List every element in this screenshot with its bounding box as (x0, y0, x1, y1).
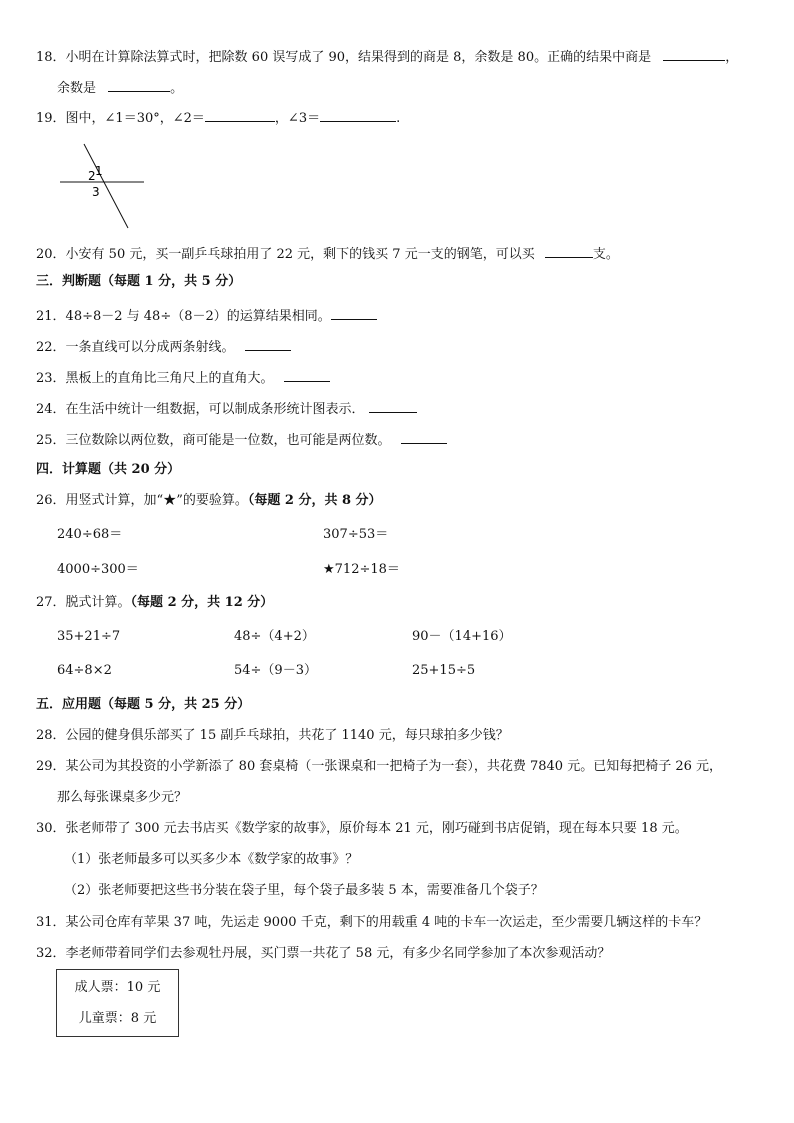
question-25 (36, 429, 447, 450)
calc-item: 25+15÷5 (412, 663, 476, 678)
adult-ticket-price: 成人票：10 元 (74, 980, 161, 995)
answer-blank[interactable] (284, 367, 330, 382)
section-3-title: 三．判断题 (36, 274, 102, 289)
angle-label-1: 1 (95, 164, 103, 178)
question-32: 32．李老师带着同学们去参观牡丹展，买门票一共花了 58 元，有多少名同学参加了本次参观活动？ (36, 946, 611, 961)
answer-blank[interactable] (331, 305, 377, 320)
answer-blank[interactable] (401, 429, 447, 444)
section-4-title: 四．计算题 (36, 462, 102, 477)
question-18-line2-end: 。 (170, 81, 184, 96)
question-27-note: （每题 2 分，共 12 分） (130, 595, 274, 610)
question-20-text: 20．小安有 50 元，买一副乒乓球拍用了 22 元，剩下的钱买 7 元一支的钢笔，可以买 (36, 247, 535, 262)
section-5-heading (36, 696, 250, 714)
calc-item: 90－（14+16） (412, 629, 512, 644)
question-21 (36, 305, 377, 326)
question-26-note: （每题 2 分，共 8 分） (247, 493, 382, 508)
calc-item: 307÷53＝ (323, 527, 389, 542)
answer-blank[interactable] (545, 243, 593, 258)
calc-item: ★712÷18＝ (323, 562, 400, 577)
question-29-line1: 29．某公司为其投资的小学新添了 80 套桌椅（一张课桌和一把椅子为一套），共花费 7840 元。已知每把椅子 26 元， (36, 759, 723, 774)
question-19-mid: ，∠3＝ (274, 111, 321, 126)
question-23 (36, 367, 330, 388)
question-31: 31．某公司仓库有苹果 37 吨，先运走 9000 千克，剩下的用载重 4 吨的卡车一次运走，至少需要几辆这样的卡车？ (36, 915, 708, 930)
question-30-sub1: （1）张老师最多可以买多少本《数学家的故事》？ (64, 852, 359, 867)
calc-item: 4000÷300＝ (57, 562, 139, 577)
question-30-sub2: （2）张老师要把这些书分装在袋子里，每个袋子最多装 5 本，需要准备几个袋子？ (64, 883, 544, 898)
question-18 (36, 46, 738, 67)
question-26 (36, 492, 382, 510)
question-18-line2-text: 余数是 (57, 81, 97, 96)
question-22 (36, 336, 291, 357)
section-3-note: （每题 1 分，共 5 分） (101, 274, 242, 289)
question-22-text: 22．一条直线可以分成两条射线。 (36, 340, 235, 355)
question-23-text: 23．黑板上的直角比三角尺上的直角大。 (36, 371, 274, 386)
calc-item: 48÷（4+2） (234, 629, 315, 644)
child-ticket-price: 儿童票：8 元 (78, 1011, 157, 1026)
question-27 (36, 594, 273, 612)
oblique-line (84, 144, 128, 228)
section-5-note: （每题 5 分，共 25 分） (101, 697, 251, 712)
angle-figure (50, 136, 160, 236)
angle-label-3: 3 (92, 185, 100, 199)
question-26-text: 26．用竖式计算，加“★”的要验算。 (36, 493, 248, 508)
answer-blank[interactable] (205, 107, 275, 122)
answer-blank[interactable] (108, 77, 170, 92)
section-4-heading (36, 461, 180, 479)
calc-item: 54÷（9－3） (234, 663, 317, 678)
answer-blank[interactable] (245, 336, 291, 351)
question-27-text: 27．脱式计算。 (36, 595, 131, 610)
question-18-line2 (57, 77, 183, 98)
question-20-end: 支。 (592, 247, 619, 262)
ticket-price-box (56, 969, 179, 1037)
section-3-heading (36, 273, 241, 291)
question-19-end: . (396, 111, 401, 126)
calc-item: 240÷68＝ (57, 527, 123, 542)
angle-label-2: 2 (88, 169, 96, 183)
answer-blank[interactable] (369, 398, 417, 413)
question-28: 28．公园的健身俱乐部买了 15 副乒乓球拍，共花了 1140 元，每只球拍多少钱？ (36, 728, 509, 743)
question-19 (36, 107, 400, 128)
question-24 (36, 398, 417, 419)
question-29-line2: 那么每张课桌多少元？ (57, 790, 188, 805)
question-24-text: 24．在生活中统计一组数据，可以制成条形统计图表示． (36, 402, 365, 417)
section-4-note: （共 20 分） (101, 462, 181, 477)
question-25-text: 25．三位数除以两位数，商可能是一位数，也可能是两位数。 (36, 433, 391, 448)
question-20 (36, 243, 619, 264)
question-18-text: 18．小明在计算除法算式时，把除数 60 误写成了 90，结果得到的商是 8，余数是 80。正确的结果中商是 (36, 50, 652, 65)
answer-blank[interactable] (320, 107, 396, 122)
question-19-prefix: 19．图中，∠1＝30°，∠2＝ (36, 111, 205, 126)
question-21-text: 21．48÷8－2 与 48÷（8－2）的运算结果相同。 (36, 309, 331, 324)
question-18-end: ， (725, 50, 739, 65)
answer-blank[interactable] (663, 46, 725, 61)
section-5-title: 五．应用题 (36, 697, 102, 712)
calc-item: 64÷8×2 (57, 663, 112, 678)
calc-item: 35+21÷7 (57, 629, 121, 644)
question-30-line1: 30．张老师带了 300 元去书店买《数学家的故事》，原价每本 21 元，刚巧碰到书店促销，现在每本只要 18 元。 (36, 821, 688, 836)
